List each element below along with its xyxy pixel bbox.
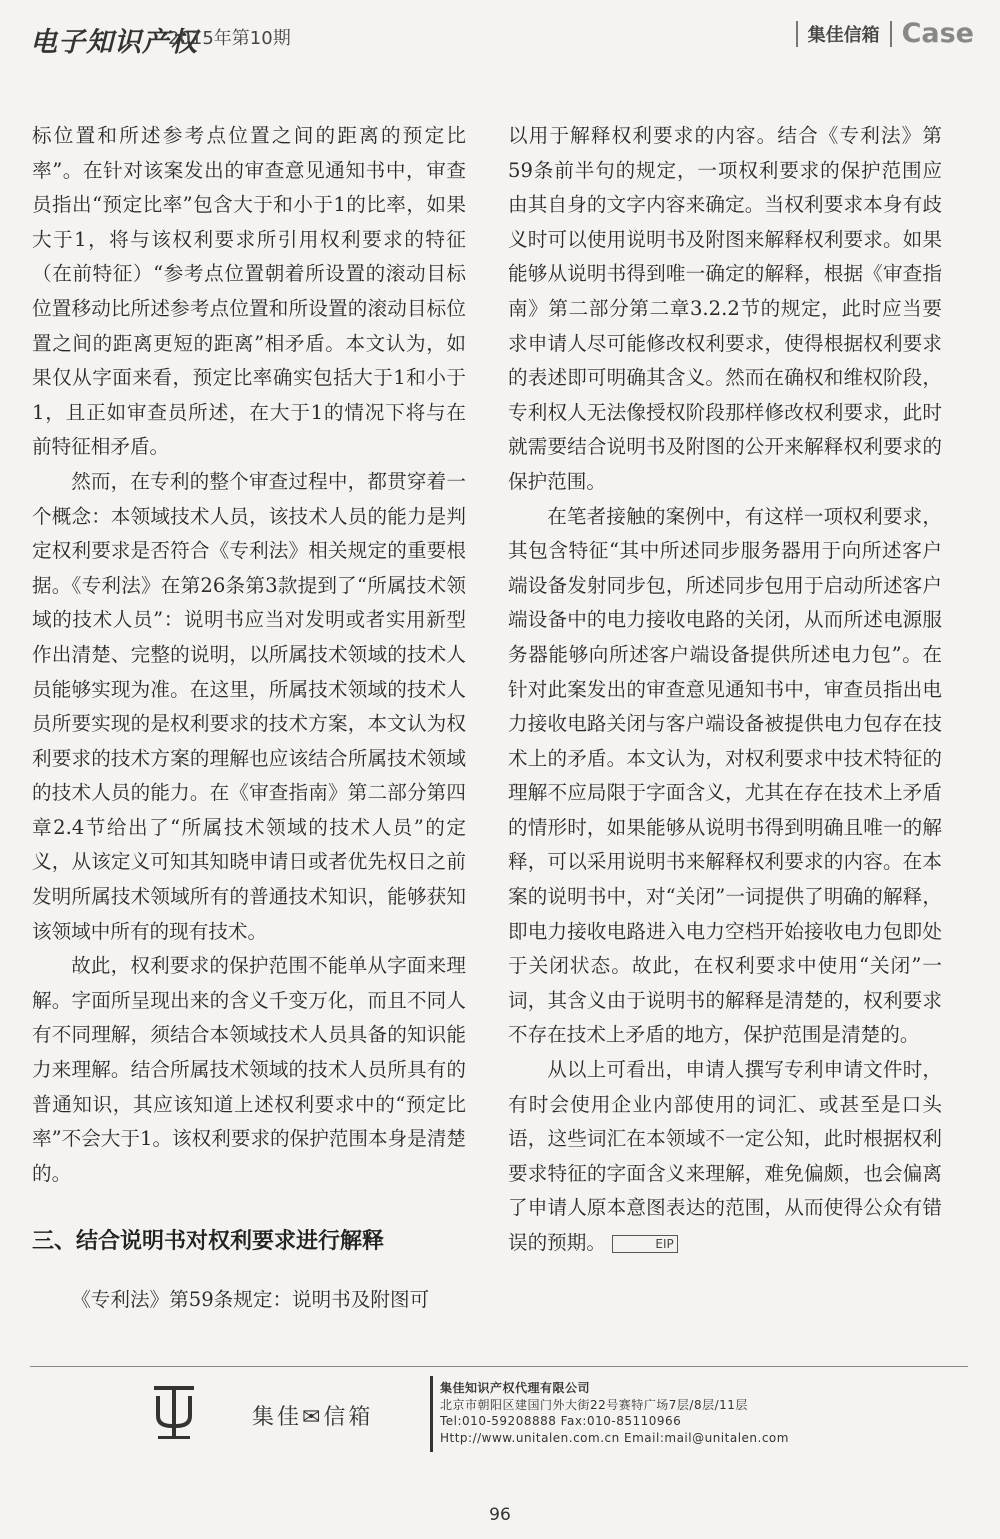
page-number: 96 (489, 1505, 511, 1525)
company-address: 北京市朝阳区建国门外大街22号赛特广场7层/8层/11层 (440, 1397, 748, 1412)
paragraph-text: 从以上可看出，申请人撰写专利申请文件时，有时会使用企业内部使用的词汇、或甚至是口头语，这些词汇在本领域不一定公知，此时根据权利要求特征的字面含义来理解，难免偏颇，也会偏离了申请人原本意图表达的范围，从而使得公众有错误的预期。 (508, 1058, 942, 1254)
divider (796, 21, 798, 47)
section-name-en: Case (901, 18, 974, 49)
magazine-brand: 电子知识产权 (30, 27, 198, 58)
unitalen-logo-icon (148, 1382, 200, 1442)
page-footer (30, 1372, 968, 1462)
section-tag (786, 18, 974, 49)
right-column (508, 119, 942, 1261)
page-header (22, 12, 978, 56)
paragraph: 标位置和所述参考点位置之间的距离的预定比率”。在针对该案发出的审查意见通知书中，审查员指出“预定比率”包含大于和小于1的比率，如果大于1，将与该权利要求所引用权利要求的特征（在前特征）“参考点位置朝着所设置的滚动目标位置移动比所述参考点位置和所设置的滚动目标位置之间的距离更短的距离”相矛盾。本文认为，如果仅从字面来看，预定比率确实包括大于1和小于1，且正如审查员所述，在大于1的情况下将与在前特征相矛盾。 (32, 124, 466, 459)
company-phone: Tel:010-59208888 Fax:010-85110966 (440, 1414, 682, 1428)
company-name: 集佳知识产权代理有限公司 (440, 1381, 591, 1395)
issue-number: 2015年第10期 (168, 28, 291, 49)
divider (890, 21, 892, 47)
logo-text: 集佳✉信箱 (252, 1405, 374, 1430)
section-name: 集佳信箱 (807, 24, 880, 46)
divider (430, 1376, 433, 1452)
paragraph: 然而，在专利的整个审查过程中，都贯穿着一个概念：本领域技术人员，该技术人员的能力是判定权利要求是否符合《专利法》相关规定的重要根据。《专利法》在第26条第3款提到了“所属技术领域的技术人员”：说明书应当对发明或者实用新型作出清楚、完整的说明，以所属技术领域的技术人员能够实现为准。在这里，所属技术领域的技术人员所要实现的是权利要求的技术方案，本文认为权利要求的技术方案的理解也应该结合所属技术领域的技术人员的能力。在《审查指南》第二部分第四章2.4节给出了“所属技术领域的技术人员”的定义，从该定义可知其知晓申请日或者优先权日之前发明所属技术领域所有的普通技术知识，能够获知该领域中所有的现有技术。 (32, 469, 466, 943)
footer-rule (30, 1366, 968, 1367)
end-mark: EIP (612, 1235, 678, 1253)
company-info (440, 1380, 789, 1446)
paragraph (508, 1053, 942, 1261)
paragraph: 以用于解释权利要求的内容。结合《专利法》第59条前半句的规定，一项权利要求的保护范围应由其自身的文字内容来确定。当权利要求本身有歧义时可以使用说明书及附图来解释权利要求。如果能够从说明书得到唯一确定的解释，根据《审查指南》第二部分第二章3.2.2节的规定，此时应当要求申请人尽可能修改权利要求，使得根据权利要求的表述即可明确其含义。然而在确权和维权阶段，专利权人无法像授权阶段那样修改权利要求，此时就需要结合说明书及附图的公开来解释权利要求的保护范围。 (508, 124, 942, 493)
company-web: Http://www.unitalen.com.cn Email:mail@unitalen.com (440, 1430, 789, 1445)
paragraph: 故此，权利要求的保护范围不能单从字面来理解。字面所呈现出来的含义千变万化，而且不同人有不同理解，须结合本领域技术人员具备的知识能力来理解。结合所属技术领域的技术人员所具有的普通知识，其应该知道上述权利要求中的“预定比率”不会大于1。该权利要求的保护范围本身是清楚的。 (32, 954, 466, 1185)
paragraph: 在笔者接触的案例中，有这样一项权利要求，其包含特征“其中所述同步服务器用于向所述客户端设备发射同步包，所述同步包用于启动所述客户端设备中的电力接收电路的关闭，从而所述电源服务器能够向所述客户端设备提供所述电力包”。在针对此案发出的审查意见通知书中，审查员指出电力接收电路关闭与客户端设备被提供电力包存在技术上的矛盾。本文认为，对权利要求中技术特征的理解不应局限于字面含义，尤其在存在技术上矛盾的情形时，如果能够从说明书得到明确且唯一的解释，可以采用说明书来解释权利要求的内容。在本案的说明书中，对“关闭”一词提供了明确的解释，即电力接收电路进入电力空档开始接收电力包即处于关闭状态。故此，在权利要求中使用“关闭”一词，其含义由于说明书的解释是清楚的，权利要求不存在技术上矛盾的地方，保护范围是清楚的。 (508, 504, 942, 1047)
left-column (32, 119, 466, 1318)
paragraph: 《专利法》第59条规定：说明书及附图可 (71, 1288, 430, 1312)
section-heading: 三、结合说明书对权利要求进行解释 (32, 1229, 385, 1255)
